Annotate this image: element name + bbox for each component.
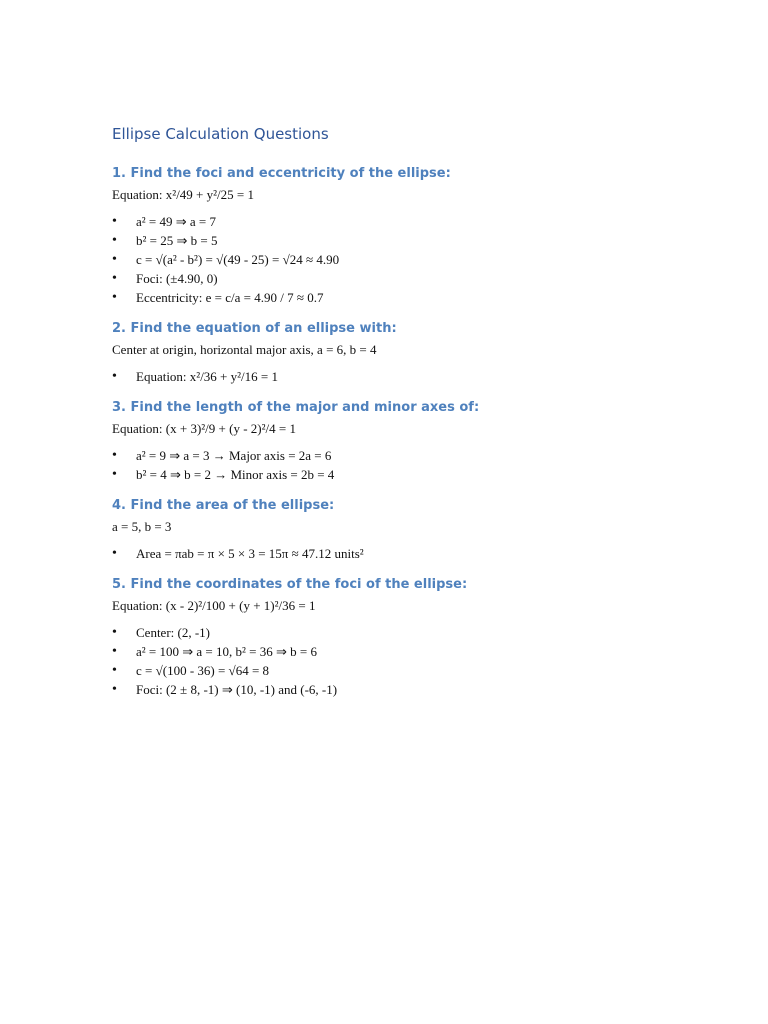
answer-item: • Foci: (2 ± 8, -1) ⇒ (10, -1) and (-6, -1) [112,680,672,699]
answer-item: • a² = 100 ⇒ a = 10, b² = 36 ⇒ b = 6 [112,642,672,661]
answer-list [112,446,672,484]
answer-list [112,367,672,386]
question-heading: 3. Find the length of the major and minor axes of: [112,400,480,415]
answer-item: • c = √(100 - 36) = √64 = 8 [112,661,672,680]
answer-item: • a² = 9 ⇒ a = 3 → Major axis = 2a = 6 [112,446,672,465]
question-prompt: Center at origin, horizontal major axis, a = 6, b = 4 [112,342,377,357]
question-heading: 5. Find the coordinates of the foci of the ellipse: [112,577,468,592]
answer-item: • c = √(a² - b²) = √(49 - 25) = √24 ≈ 4.90 [112,250,672,269]
answer-item: • Foci: (±4.90, 0) [112,269,672,288]
question-prompt: Equation: (x + 3)²/9 + (y - 2)²/4 = 1 [112,421,296,436]
answer-item: • Eccentricity: e = c/a = 4.90 / 7 ≈ 0.7 [112,288,672,307]
question-prompt: Equation: x²/49 + y²/25 = 1 [112,187,254,202]
question-5 [112,575,672,699]
answer-list [112,623,672,699]
answer-item: • b² = 4 ⇒ b = 2 → Minor axis = 2b = 4 [112,465,672,484]
document-title: Ellipse Calculation Questions [112,125,329,143]
question-4 [112,496,672,563]
question-heading: 1. Find the foci and eccentricity of the ellipse: [112,166,451,181]
answer-item: • Equation: x²/36 + y²/16 = 1 [112,367,672,386]
answer-item: • b² = 25 ⇒ b = 5 [112,231,672,250]
question-prompt: a = 5, b = 3 [112,519,172,534]
question-heading: 2. Find the equation of an ellipse with: [112,321,397,336]
answer-item: • Center: (2, -1) [112,623,672,642]
document-page [112,122,672,711]
answer-item: • Area = πab = π × 5 × 3 = 15π ≈ 47.12 units² [112,544,672,563]
answer-item: • a² = 49 ⇒ a = 7 [112,212,672,231]
answer-list [112,544,672,563]
question-heading: 4. Find the area of the ellipse: [112,498,335,513]
question-prompt: Equation: (x - 2)²/100 + (y + 1)²/36 = 1 [112,598,316,613]
answer-list [112,212,672,307]
question-3 [112,398,672,484]
question-1 [112,164,672,307]
question-2 [112,319,672,386]
